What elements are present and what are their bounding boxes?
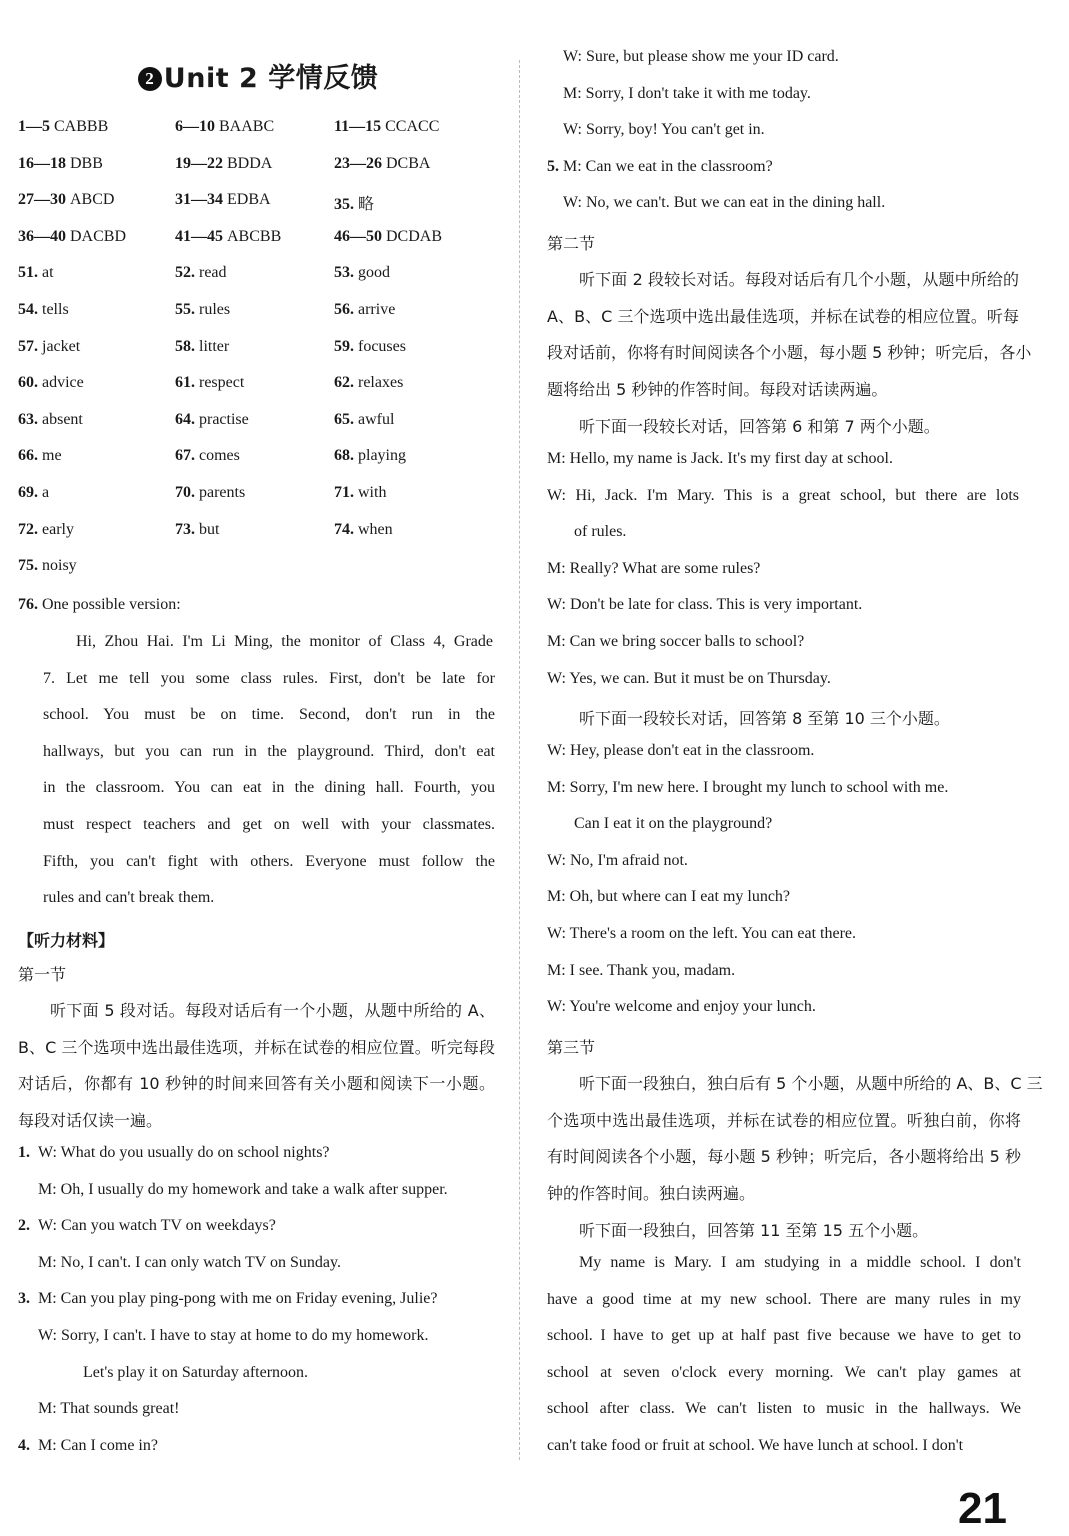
- answer-cell: [18, 118, 175, 155]
- answer-value: relaxes: [358, 374, 404, 392]
- dialog-line: W: Hi, Jack. I'm Mary. This is a great school, but there are lots: [547, 486, 1019, 504]
- answer-number: 53.: [334, 264, 354, 282]
- answer-cell: [334, 228, 498, 265]
- dialog-line: [18, 1400, 179, 1418]
- text-line: My name is Mary. I am studying in a middle school. I don't: [579, 1254, 1021, 1271]
- answer-row: [18, 374, 498, 411]
- answer-value: respect: [199, 374, 245, 392]
- dialog-text: M: That sounds great!: [38, 1400, 180, 1418]
- answer-number: 59.: [334, 337, 354, 355]
- text-line: 段对话前，你将有时间阅读各个小题，每小题 5 秒钟；听完后，各小: [547, 343, 1032, 363]
- answer-cell: [334, 301, 498, 338]
- dialog-line: [18, 1290, 438, 1308]
- text-line: B、C 三个选项中选出最佳选项，并标在试卷的相应位置。听完每段: [18, 1037, 495, 1057]
- answer-cell: [334, 264, 498, 301]
- dialog-text: W: Sorry, boy! You can't get in.: [563, 121, 765, 139]
- answer-cell: [175, 155, 334, 192]
- answer-value: read: [199, 264, 227, 282]
- answer-number: 1—5: [18, 118, 50, 135]
- dialog-line: M: I see. Thank you, madam.: [547, 961, 736, 979]
- answer-number: 6—10: [175, 118, 215, 135]
- dialog-line: [18, 1181, 448, 1199]
- text-line: school at seven o'clock every morning. We can't play games at: [547, 1363, 1021, 1381]
- answer-row: [18, 264, 498, 301]
- dialog-text: M: No, I can't. I can only watch TV on Sunday.: [38, 1253, 341, 1271]
- dialog-text: M: Can we eat in the classroom?: [563, 157, 773, 175]
- answer-value: 略: [358, 194, 375, 214]
- answer-value: playing: [358, 447, 406, 465]
- dialog-line: M: Sorry, I'm new here. I brought my lunch to school with me.: [547, 778, 949, 796]
- answer-value: BDDA: [227, 154, 273, 172]
- answer-row: [18, 118, 498, 155]
- answer-cell: [334, 447, 498, 484]
- dialog-line: [18, 1254, 341, 1272]
- answer-cell: [175, 411, 334, 448]
- answer-number: 56.: [334, 300, 354, 318]
- answer-row: [18, 484, 498, 521]
- answer-cell: [175, 338, 334, 375]
- text-line: can't take food or fruit at school. We have lunch at school. I don't: [547, 1437, 964, 1454]
- dialog-line: [547, 158, 773, 176]
- answer-number: 51.: [18, 264, 38, 282]
- answer-cell: [334, 118, 498, 155]
- dialog-line: W: No, I'm afraid not.: [547, 851, 688, 869]
- answer-cell: [18, 264, 175, 301]
- answer-number: 58.: [175, 337, 195, 355]
- answer-cell: [175, 521, 334, 558]
- dialog-line: [18, 1364, 308, 1382]
- q76-number: 76.: [18, 596, 38, 613]
- answer-number: 75.: [18, 557, 38, 575]
- text-line: 对话后，你都有 10 秒钟的时间来回答有关小题和阅读下一小题。: [18, 1074, 495, 1094]
- dialog-line: [18, 1327, 429, 1345]
- dialog-line: W: You're welcome and enjoy your lunch.: [547, 998, 816, 1016]
- text-line: 个选项中选出最佳选项，并标在试卷的相应位置。听独白前，你将: [547, 1110, 1021, 1130]
- answer-value: focuses: [358, 337, 406, 355]
- answer-number: 31—34: [175, 191, 223, 209]
- dialog-line: [18, 1217, 276, 1235]
- answer-number: 62.: [334, 374, 354, 392]
- answer-cell: [334, 411, 498, 448]
- answer-value: DACBD: [70, 227, 127, 245]
- answer-value: early: [42, 520, 74, 538]
- answer-value: absent: [42, 410, 83, 428]
- answer-value: me: [42, 447, 62, 465]
- answer-cell: [175, 374, 334, 411]
- answer-number: 27—30: [18, 191, 66, 209]
- page-number: 21: [958, 1484, 1007, 1533]
- answer-value: advice: [42, 374, 84, 392]
- dialog-line: M: Really? What are some rules?: [547, 559, 761, 577]
- answer-cell: [18, 228, 175, 265]
- dialog-line: [547, 48, 839, 66]
- dialog-line: of rules.: [574, 523, 627, 541]
- answer-number: 46—50: [334, 227, 382, 245]
- question-number: 1.: [18, 1144, 30, 1161]
- question-number: 5.: [547, 157, 559, 175]
- answer-row: [18, 411, 498, 448]
- text-line: A、B、C 三个选项中选出最佳选项，并标在试卷的相应位置。听每: [547, 306, 1019, 326]
- answer-value: good: [358, 264, 390, 282]
- text-line: 题将给出 5 秒钟的作答时间。每段对话读两遍。: [547, 379, 888, 399]
- question-number: 3.: [18, 1290, 30, 1308]
- answer-value: DBB: [70, 154, 103, 172]
- answer-cell: [18, 447, 175, 484]
- answer-value: when: [358, 520, 393, 538]
- answer-value: BAABC: [219, 118, 275, 135]
- dialog-text: M: Oh, I usually do my homework and take a walk after supper.: [38, 1180, 448, 1198]
- answer-cell: [334, 338, 498, 375]
- dialog-text: Let's play it on Saturday afternoon.: [83, 1363, 309, 1381]
- answer-number: 16—18: [18, 154, 66, 172]
- answer-value: DCDAB: [386, 227, 443, 245]
- answer-value: awful: [358, 410, 395, 428]
- dialog-line: [547, 85, 811, 103]
- dialog-text: W: What do you usually do on school nights?: [38, 1144, 330, 1161]
- section-2-heading: 第二节: [547, 234, 596, 253]
- text-line: must respect teachers and get on well with your classmates.: [43, 816, 495, 833]
- text-line: 钟的作答时间。独白读两遍。: [547, 1183, 756, 1203]
- text-line: 听下面 5 段对话。每段对话后有一个小题，从题中所给的 A、: [50, 1001, 495, 1020]
- answer-cell: [334, 484, 498, 521]
- answer-cell: [334, 557, 498, 594]
- text-line: school. You must be on time. Second, don't run in the: [43, 706, 495, 724]
- answer-number: 35.: [334, 196, 354, 214]
- text-line: 听下面一段独白，独白后有 5 个小题，从题中所给的 A、B、C 三: [579, 1074, 1043, 1093]
- answer-cell: [18, 155, 175, 192]
- answer-cell: [175, 301, 334, 338]
- answer-number: 67.: [175, 447, 195, 465]
- answer-cell: [175, 118, 334, 155]
- answer-number: 19—22: [175, 154, 223, 172]
- dialog-text: M: Can you play ping-pong with me on Friday evening, Julie?: [38, 1290, 438, 1308]
- dialog-line: W: Yes, we can. But it must be on Thursday.: [547, 669, 831, 687]
- answer-cell: [18, 484, 175, 521]
- text-line: hallways, but you can run in the playground. Third, don't eat: [43, 742, 495, 760]
- answer-cell: [18, 411, 175, 448]
- answer-value: CCACC: [385, 118, 440, 135]
- q76-header: [18, 596, 181, 614]
- section-2-dialog-a-intro: 听下面一段较长对话，回答第 6 和第 7 两个小题。: [579, 417, 940, 436]
- dialog-line: [547, 194, 885, 212]
- answer-row: [18, 191, 498, 228]
- section-3-heading: 第三节: [547, 1038, 596, 1057]
- dialog-line: M: Can we bring soccer balls to school?: [547, 633, 805, 650]
- answer-value: with: [358, 483, 387, 501]
- answer-number: 64.: [175, 410, 195, 428]
- answer-cell: [175, 228, 334, 265]
- answer-number: 65.: [334, 410, 354, 428]
- answer-number: 54.: [18, 300, 38, 318]
- answer-cell: [175, 557, 334, 594]
- answer-number: 61.: [175, 374, 195, 392]
- answer-row: [18, 155, 498, 192]
- answer-number: 68.: [334, 447, 354, 465]
- text-line: 每段对话仅读一遍。: [18, 1110, 163, 1130]
- dialog-line: W: There's a room on the left. You can eat there.: [547, 925, 857, 942]
- answer-number: 70.: [175, 483, 195, 501]
- answer-row: [18, 228, 498, 265]
- text-line: school after class. We can't listen to music in the hallways. We: [547, 1400, 1021, 1418]
- text-line: in the classroom. You can eat in the dining hall. Fourth, you: [43, 779, 495, 797]
- answer-row: [18, 521, 498, 558]
- answer-value: litter: [199, 337, 230, 355]
- answer-cell: [18, 557, 175, 594]
- dialog-text: W: Sorry, I can't. I have to stay at home to do my homework.: [38, 1327, 429, 1344]
- answer-value: at: [42, 264, 54, 282]
- unit-title-text: Unit 2 学情反馈: [163, 63, 379, 94]
- answer-row: [18, 301, 498, 338]
- answer-cell: [334, 155, 498, 192]
- text-line: school. I have to get up at half past five because we have to get to: [547, 1327, 1021, 1345]
- answer-value: rules: [199, 300, 231, 318]
- section-1-heading: 第一节: [18, 965, 67, 984]
- dialog-text: M: Can I come in?: [38, 1436, 158, 1454]
- dialog-text: W: No, we can't. But we can eat in the dining hall.: [563, 194, 886, 212]
- answer-value: comes: [199, 447, 240, 465]
- text-line: 7. Let me tell you some class rules. First, don't be late for: [43, 669, 495, 687]
- answer-value: jacket: [42, 337, 81, 355]
- dialog-line: [547, 121, 765, 139]
- answer-cell: [18, 374, 175, 411]
- answer-number: 74.: [334, 520, 354, 538]
- answer-cell: [175, 264, 334, 301]
- answer-number: 52.: [175, 264, 195, 282]
- answer-number: 23—26: [334, 154, 382, 172]
- answer-cell: [175, 484, 334, 521]
- section-3-intro: 听下面一段独白，回答第 11 至第 15 五个小题。: [579, 1221, 929, 1240]
- text-line: 有时间阅读各个小题，每小题 5 秒钟；听完后，各小题将给出 5 秒: [547, 1147, 1021, 1167]
- answer-cell: [18, 301, 175, 338]
- text-line: Hi, Zhou Hai. I'm Li Ming, the monitor of Class 4, Grade: [76, 633, 493, 650]
- answer-number: 69.: [18, 483, 38, 501]
- dialog-line: M: Oh, but where can I eat my lunch?: [547, 888, 791, 906]
- answer-value: a: [42, 483, 50, 501]
- dialog-line: [18, 1437, 158, 1455]
- answer-row: [18, 557, 498, 594]
- answer-value: tells: [42, 300, 69, 318]
- text-line: have a good time at my new school. There are many rules in my: [547, 1290, 1021, 1308]
- answer-number: 71.: [334, 483, 354, 501]
- answer-number: 73.: [175, 520, 195, 538]
- answer-value: ABCD: [70, 191, 115, 209]
- answer-row: [18, 338, 498, 375]
- listening-header: 【听力材料】: [18, 931, 115, 950]
- answer-cell: [18, 521, 175, 558]
- answer-value: but: [199, 520, 220, 538]
- dialog-line: M: Hello, my name is Jack. It's my first day at school.: [547, 450, 893, 467]
- answer-number: 60.: [18, 374, 38, 392]
- answer-cell: [334, 374, 498, 411]
- dialog-line: W: Don't be late for class. This is very important.: [547, 596, 863, 614]
- question-number: 4.: [18, 1436, 30, 1454]
- answer-key-grid: [18, 118, 498, 594]
- answer-cell: [18, 191, 175, 228]
- answer-number: 41—45: [175, 227, 223, 245]
- answer-value: EDBA: [227, 191, 271, 209]
- column-divider: [519, 60, 520, 1460]
- answer-number: 11—15: [334, 118, 382, 135]
- question-number: 2.: [18, 1217, 30, 1235]
- q76-intro: One possible version:: [42, 596, 181, 613]
- unit-title: [18, 56, 498, 95]
- answer-value: ABCBB: [227, 227, 282, 245]
- answer-cell: [334, 521, 498, 558]
- answer-cell: [18, 338, 175, 375]
- answer-value: practise: [199, 410, 249, 428]
- dialog-line: Can I eat it on the playground?: [574, 815, 773, 833]
- text-line: rules and can't break them.: [43, 889, 215, 907]
- answer-value: noisy: [42, 557, 77, 575]
- text-line: Fifth, you can't fight with others. Everyone must follow the: [43, 852, 495, 870]
- answer-value: arrive: [358, 300, 396, 318]
- answer-number: 55.: [175, 300, 195, 318]
- answer-cell: [175, 191, 334, 228]
- answer-cell: [175, 447, 334, 484]
- section-2-dialog-b-intro: 听下面一段较长对话，回答第 8 至第 10 三个小题。: [579, 709, 950, 728]
- dialog-line: [18, 1144, 330, 1162]
- dialog-text: W: Can you watch TV on weekdays?: [38, 1217, 276, 1235]
- answer-number: 63.: [18, 410, 38, 428]
- answer-row: [18, 447, 498, 484]
- answer-number: 57.: [18, 337, 38, 355]
- answer-value: parents: [199, 483, 246, 501]
- dialog-line: W: Hey, please don't eat in the classroom.: [547, 742, 815, 759]
- answer-number: 72.: [18, 520, 38, 538]
- number-badge: 2: [138, 67, 162, 91]
- text-line: 听下面 2 段较长对话。每段对话后有几个小题，从题中所给的: [579, 270, 1019, 289]
- answer-cell: [334, 191, 498, 228]
- answer-number: 66.: [18, 447, 38, 465]
- answer-number: 36—40: [18, 227, 66, 245]
- dialog-text: W: Sure, but please show me your ID card.: [563, 48, 839, 65]
- dialog-text: M: Sorry, I don't take it with me today.: [563, 84, 811, 102]
- answer-value: DCBA: [386, 154, 431, 172]
- answer-value: CABBB: [54, 118, 109, 135]
